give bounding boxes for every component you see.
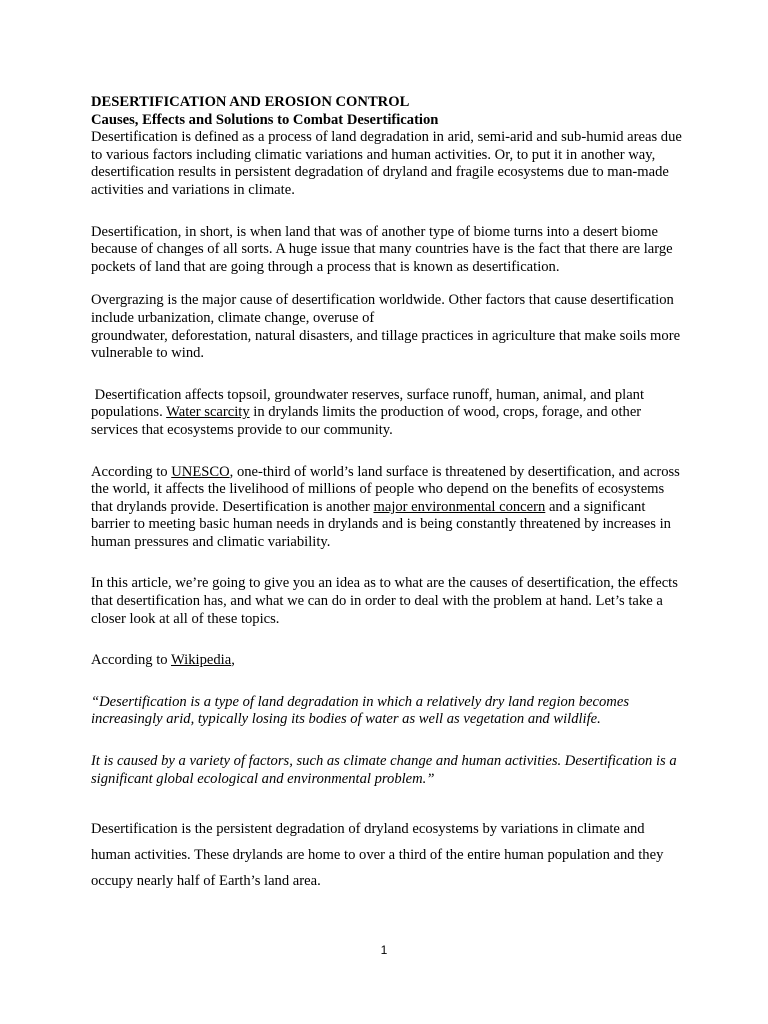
unesco-link[interactable]: UNESCO (171, 463, 230, 480)
page-number: 1 (380, 943, 388, 957)
unesco-text-mid: , one-third of world’s land surface is threatened by desertification, and across the world, it affects the livelihood of millions of people who depend on the benefits of ecosystems that drylands provide. Desertification is another (91, 463, 680, 515)
wikipedia-text-pre: According to (91, 652, 171, 669)
causes-line-b: groundwater, deforestation, natural disasters, and tillage practices in agriculture that make soils more vulnerable to wind. (91, 327, 681, 362)
paragraph-definition: Desertification is defined as a process of land degradation in arid, semi-arid and sub-humid areas due to various factors including climatic variations and human activities. Or, to put it in another way, desertification results in persistent degradation of dryland and fragile ecosystems due to man-made activities and variations in climate. (91, 129, 682, 198)
environmental-concern-link[interactable]: major environmental concern (373, 498, 546, 515)
effects-text-post: in drylands limits the production of wood, crops, forage, and other services that ecosystems provide to our community. (91, 404, 642, 438)
quote-part-1: “Desertification is a type of land degradation in which a relatively dry land region becomes increasingly arid, typically losing its bodies of water as well as vegetation and wildlife. (91, 693, 629, 728)
effects-text-pre: Desertification affects topsoil, groundwater reserves, surface runoff, human, animal, and plant populations. (91, 386, 648, 421)
paragraph-unesco (91, 464, 687, 552)
unesco-text-pre: According to (91, 463, 172, 480)
paragraph-article-intro: In this article, we’re going to give you an idea as to what are the causes of desertification, the effects that desertification has, and what we can do in order to deal with the problem at hand. Let’s take a closer look at all of these topics. (91, 575, 678, 627)
paragraph-wikipedia (91, 652, 687, 670)
wikipedia-text-post: , (231, 652, 235, 669)
paragraph-causes (91, 292, 687, 362)
paragraph-short-definition: Desertification, in short, is when land that was of another type of biome turns into a desert biome because of changes of all sorts. A huge issue that many countries have is the fact that there are large pockets of land that are going through a process that is known as desertification. (91, 223, 673, 275)
unesco-text-post: and a significant barrier to meeting basic human needs in drylands and is being constantly threatened by increases in human pressures and climatic variability. (91, 498, 671, 550)
wikipedia-link[interactable]: Wikipedia (170, 652, 232, 669)
document-subtitle: Causes, Effects and Solutions to Combat Desertification (91, 111, 439, 128)
document-title: DESERTIFICATION AND EROSION CONTROL (91, 94, 410, 110)
paragraph-drylands: Desertification is the persistent degradation of dryland ecosystems by variations in climate and human activities. These drylands are home to over a third of the entire human population and they occupy nearly half of Earth’s land area. (91, 821, 664, 890)
water-scarcity-link[interactable]: Water scarcity (166, 404, 250, 421)
causes-line-a: Overgrazing is the major cause of desertification worldwide. Other factors that cause desertification include urbanization, climate change, overuse of (91, 292, 674, 326)
quote-part-2: It is caused by a variety of factors, such as climate change and human activities. Desertification is a significant global ecological and environmental problem.” (91, 753, 677, 787)
document-page (91, 94, 687, 894)
paragraph-effects (91, 387, 687, 440)
